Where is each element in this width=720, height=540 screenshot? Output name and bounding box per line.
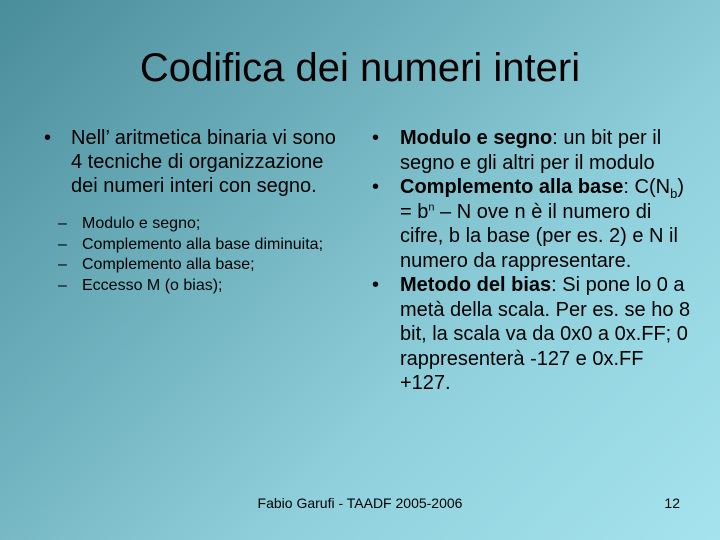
- left-bullet: [44, 126, 344, 198]
- definition-body: : un bit per il segno e gli altri per il modulo: [400, 127, 662, 174]
- bullet-icon: •: [372, 127, 380, 149]
- technique-label: Complemento alla base diminuita;: [82, 235, 324, 253]
- technique-label: Modulo e segno;: [82, 215, 201, 232]
- bullet-icon: •: [372, 176, 380, 198]
- definition-separator: :: [623, 176, 629, 198]
- technique-item: [58, 235, 344, 256]
- technique-item: [58, 255, 344, 276]
- definition-term: Complemento alla base: [400, 176, 624, 198]
- technique-item: [58, 276, 344, 297]
- definition-text: [400, 273, 692, 396]
- dash-icon: –: [58, 235, 67, 253]
- formula-part: C(N: [634, 176, 671, 198]
- definition-term: Metodo del bias: [400, 274, 552, 296]
- definition-body: : Si pone lo 0 a metà della scala. Per es. se ho 8 bit, la scala va da 0x0 a 0x.FF; 0 rappresenterà -127 e 0x.FF +127.: [400, 274, 691, 394]
- left-column: [44, 126, 344, 296]
- dash-icon: –: [58, 256, 67, 273]
- right-column: [372, 126, 692, 396]
- definition-item: [372, 273, 692, 396]
- technique-item: [58, 214, 344, 235]
- dash-icon: –: [58, 276, 67, 294]
- technique-list: [58, 214, 344, 296]
- bullet-icon: •: [372, 274, 380, 296]
- technique-label: Eccesso M (o bias);: [82, 276, 223, 294]
- slide-title: Codifica dei numeri interi: [139, 46, 581, 90]
- technique-label: Complemento alla base;: [82, 256, 255, 273]
- definition-body: – N ove n è il numero di cifre, b la base (per es. 2) e N il numero da rappresentare.: [400, 200, 678, 272]
- bullet-icon: •: [44, 127, 52, 149]
- definition-item: [372, 126, 692, 175]
- slide-footer: Fabio Garufi - TAADF 2005-2006: [257, 495, 463, 511]
- definition-term: Modulo e segno: [400, 127, 553, 149]
- formula-superscript: n: [428, 200, 435, 213]
- formula-subscript: b: [670, 186, 678, 201]
- definition-text: [400, 175, 692, 273]
- definition-item: [372, 175, 692, 273]
- page-number: 12: [664, 495, 680, 511]
- formula-part: ) = b: [400, 176, 684, 223]
- left-bullet-text: Nell’ aritmetica binaria vi sono 4 tecniche di organizzazione dei numeri interi con segno.: [71, 127, 336, 197]
- definition-text: [400, 126, 692, 175]
- dash-icon: –: [58, 215, 67, 232]
